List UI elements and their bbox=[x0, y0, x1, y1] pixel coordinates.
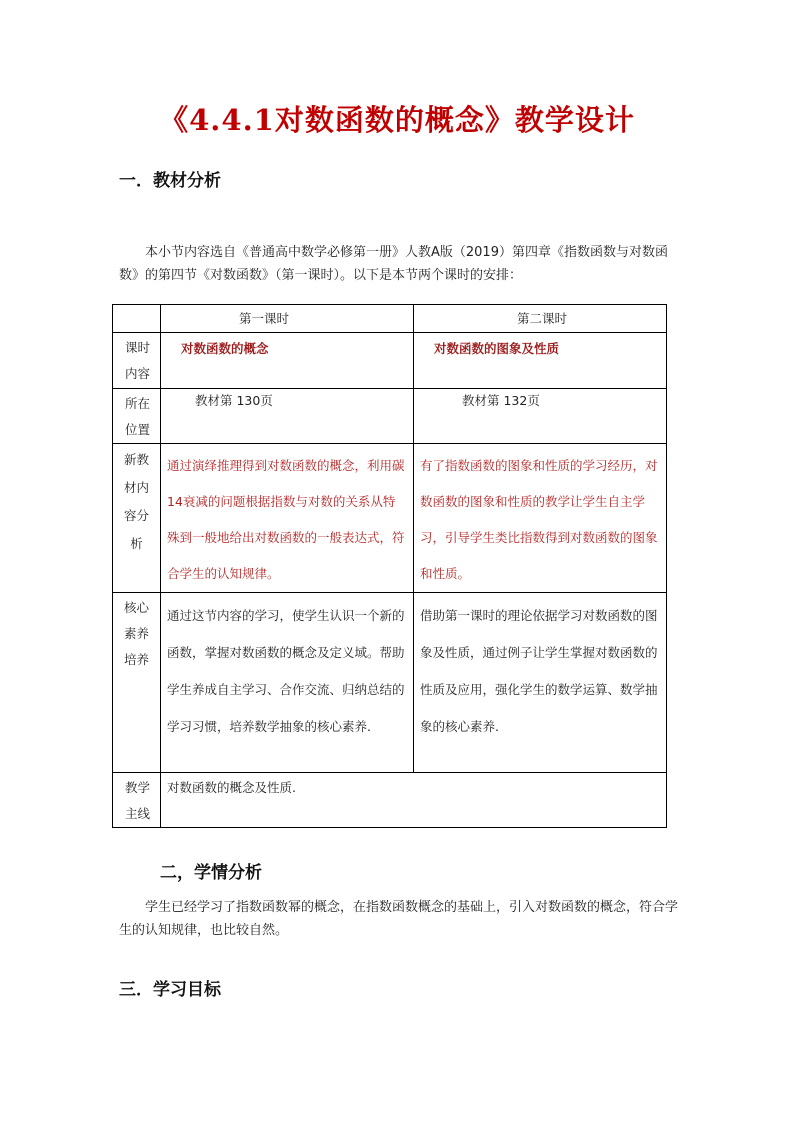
table-row bbox=[113, 444, 667, 593]
table-cell: 有了指数函数的图象和性质的学习经历，对数函数的图象和性质的教学让学生自主学习，引导学生类比指数得到对数函数的图象和性质。 bbox=[414, 444, 667, 593]
row-label: 新教材内容分析 bbox=[113, 444, 161, 593]
row-label: 核心素养培养 bbox=[113, 593, 161, 773]
intro-paragraph bbox=[119, 241, 679, 287]
table-row bbox=[113, 333, 667, 389]
table-cell: 对数函数的概念 bbox=[161, 333, 414, 389]
learner-text: 学生已经学习了指数函数幂的概念，在指数函数概念的基础上，引入对数函数的概念，符合学生的认知规律，也比较自然。 bbox=[119, 900, 679, 938]
header-second-lesson: 第二课时 bbox=[414, 305, 667, 333]
table-row bbox=[113, 389, 667, 444]
section-heading-learning-goals: 三．学习目标 bbox=[119, 980, 221, 1000]
row-label: 教学主线 bbox=[113, 773, 161, 828]
table-cell: 借助第一课时的理论依据学习对数函数的图象及性质，通过例子让学生掌握对数函数的性质及应用，强化学生的数学运算、数学抽象的核心素养. bbox=[414, 593, 667, 773]
table-header-row bbox=[113, 305, 667, 333]
table-row bbox=[113, 593, 667, 773]
table-row bbox=[113, 773, 667, 828]
intro-text: 本小节内容选自《普通高中数学必修第一册》人教A版（2019）第四章《指数函数与对数函数》的第四节《对数函数》（第一课时）。以下是本节两个课时的安排： bbox=[119, 245, 668, 283]
lesson-plan-table bbox=[112, 304, 667, 828]
table-cell: 通过这节内容的学习，使学生认识一个新的函数，掌握对数函数的概念及定义域。帮助学生养成自主学习、合作交流、归纳总结的学习习惯，培养数学抽象的核心素养. bbox=[161, 593, 414, 773]
table-cell: 对数函数的概念及性质. bbox=[161, 773, 667, 828]
table-corner-cell bbox=[113, 305, 161, 333]
document-title: 《4.4.1对数函数的概念》教学设计 bbox=[159, 103, 635, 137]
table-cell: 通过演绎推理得到对数函数的概念，利用碳14衰减的问题根据指数与对数的关系从特殊到一般地给出对数函数的一般表达式，符合学生的认知规律。 bbox=[161, 444, 414, 593]
section-heading-textbook-analysis: 一．教材分析 bbox=[119, 171, 221, 191]
header-first-lesson: 第一课时 bbox=[161, 305, 414, 333]
row-label: 课时内容 bbox=[113, 333, 161, 389]
table-cell: 教材第 130页 bbox=[161, 389, 414, 444]
row-label: 所在位置 bbox=[113, 389, 161, 444]
section-heading-learner-analysis: 二，学情分析 bbox=[160, 863, 262, 883]
table-cell: 教材第 132页 bbox=[414, 389, 667, 444]
table-cell: 对数函数的图象及性质 bbox=[414, 333, 667, 389]
learner-paragraph bbox=[119, 896, 679, 942]
